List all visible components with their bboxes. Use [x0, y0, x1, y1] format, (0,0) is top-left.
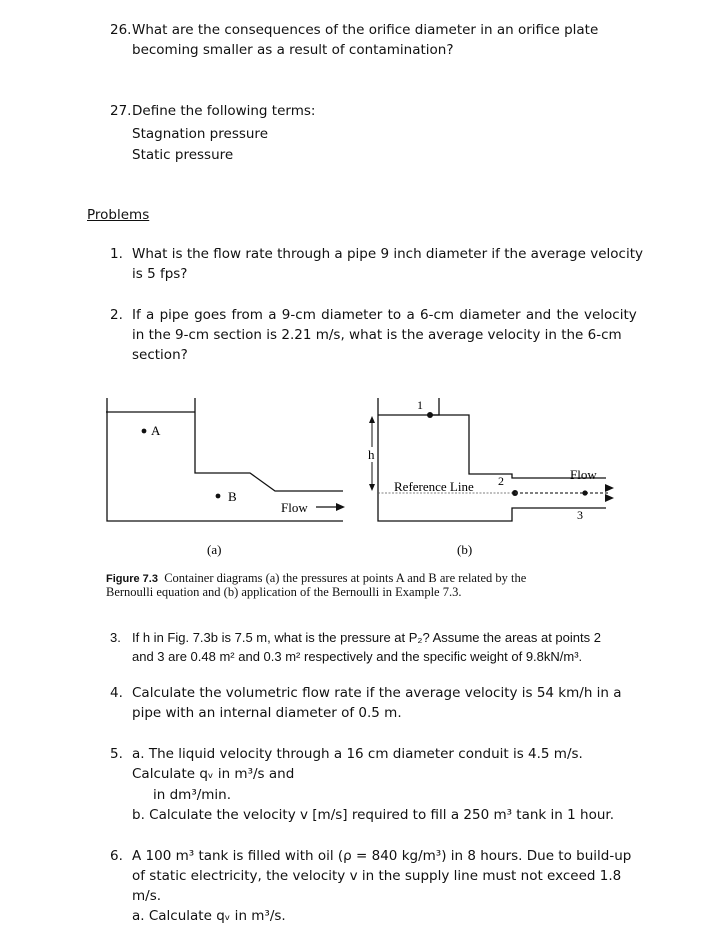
- question-27-line-1: Define the following terms:: [132, 103, 316, 119]
- caption-text-1: Container diagrams (a) the pressures at points A and B are related by the: [164, 571, 527, 585]
- problem-2-line-3: section?: [132, 347, 188, 363]
- question-26-line-2: becoming smaller as a result of contamination?: [132, 42, 454, 58]
- flow-label-a: Flow: [281, 500, 308, 515]
- point-2-label: 2: [498, 474, 504, 488]
- problem-6-line-1: A 100 m³ tank is filled with oil (ρ = 840 kg/m³) in 8 hours. Due to build-up: [132, 848, 632, 864]
- point-a-label: A: [151, 423, 161, 438]
- point-b-dot: [216, 494, 221, 499]
- question-26-number: 26.: [110, 22, 132, 38]
- point-b-label: B: [228, 489, 237, 504]
- problem-4-line-2: pipe with an internal diameter of 0.5 m.: [132, 705, 402, 721]
- caption-line-2: Bernoulli equation and (b) application of the Bernoulli in Example 7.3.: [106, 585, 462, 599]
- problem-4-line-1: Calculate the volumetric flow rate if the average velocity is 54 km/h in a: [132, 685, 622, 701]
- problem-2-number: 2.: [110, 307, 123, 323]
- problem-5-line-4: b. Calculate the velocity v [m/s] required to fill a 250 m³ tank in 1 hour.: [132, 807, 614, 823]
- problem-5-number: 5.: [110, 746, 123, 762]
- problem-3-line-1: If h in Fig. 7.3b is 7.5 m, what is the pressure at P₂? Assume the areas at points 2: [132, 630, 601, 645]
- term-static-pressure: Static pressure: [132, 147, 234, 163]
- problem-1-line-2: is 5 fps?: [132, 266, 188, 282]
- problem-2-line-2: in the 9-cm section is 2.21 m/s, what is the average velocity in the 6-cm: [132, 327, 622, 343]
- flow-label-b: Flow: [570, 467, 597, 482]
- problem-4-number: 4.: [110, 685, 123, 701]
- problem-3-number: 3.: [110, 630, 121, 645]
- question-27-number: 27.: [110, 103, 132, 119]
- problem-1-number: 1.: [110, 246, 123, 262]
- problem-5-line-3: in dm³/min.: [153, 787, 232, 803]
- point-1-label: 1: [417, 398, 423, 412]
- flow-arrow-a: [316, 503, 345, 511]
- problem-5-line-1: a. The liquid velocity through a 16 cm diameter conduit is 4.5 m/s.: [132, 746, 583, 762]
- problem-6-line-2: of static electricity, the velocity v in the supply line must not exceed 1.8: [132, 868, 622, 884]
- figure-caption: [106, 572, 526, 599]
- point-1-dot: [427, 412, 433, 418]
- problem-5-line-2: Calculate qᵥ in m³/s and: [132, 766, 295, 782]
- problem-6-number: 6.: [110, 848, 123, 864]
- height-label: h: [368, 447, 375, 462]
- flow-arrow-b-2: [605, 494, 614, 502]
- caption-figure-number: Figure 7.3: [106, 573, 158, 585]
- problem-3-line-2: and 3 are 0.48 m² and 0.3 m² respectively and the specific weight of 9.8kN/m³.: [132, 649, 583, 664]
- point-a-dot: [142, 429, 147, 434]
- point-3-dot: [582, 490, 587, 495]
- container-diagram-b: [378, 398, 606, 521]
- figure-7-3: [100, 390, 630, 570]
- problem-6-line-4: a. Calculate qᵥ in m³/s.: [132, 908, 286, 924]
- flow-arrow-b-1: [605, 484, 614, 492]
- caption-line-1: [106, 572, 526, 586]
- term-stagnation-pressure: Stagnation pressure: [132, 126, 268, 142]
- problem-1-line-1: What is the flow rate through a pipe 9 inch diameter if the average velocity: [132, 246, 643, 262]
- problem-2-line-1: If a pipe goes from a 9-cm diameter to a 6-cm diameter and the velocity: [132, 307, 637, 323]
- reference-line-label: Reference Line: [394, 479, 474, 494]
- question-26-line-1: What are the consequences of the orifice diameter in an orifice plate: [132, 22, 599, 38]
- problems-heading: [87, 205, 149, 225]
- problems-heading-text: Problems: [87, 207, 150, 223]
- label-a: (a): [207, 542, 222, 557]
- point-3-label: 3: [577, 508, 583, 522]
- problem-6-line-3: m/s.: [132, 888, 162, 904]
- label-b: (b): [457, 542, 473, 557]
